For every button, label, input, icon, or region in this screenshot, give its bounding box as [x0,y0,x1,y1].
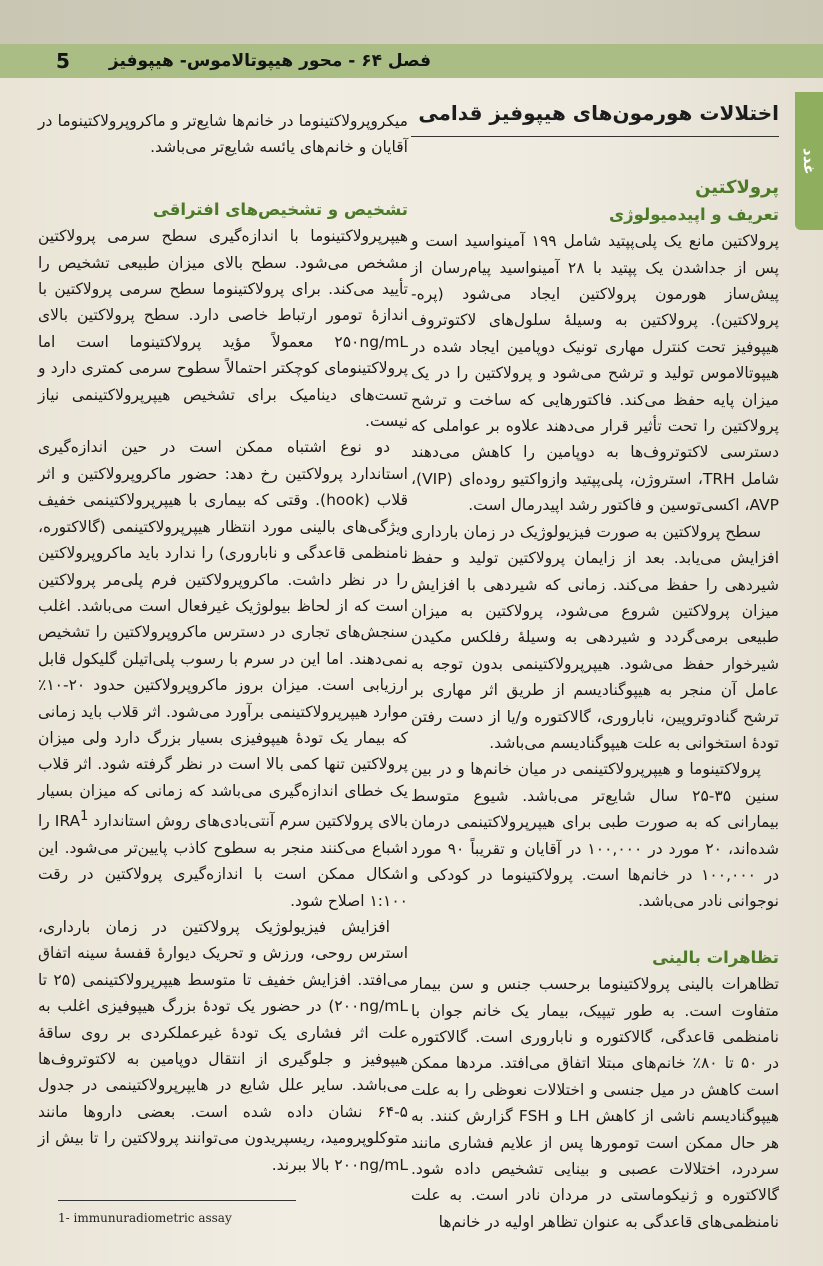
diagnosis-paragraph-2-a: دو نوع اشتباه ممکن است در حین اندازه‌گیری استاندارد پرولاکتین رخ دهد: حضور ماکروپرولاکتین و اثر قلاب (hook). وقتی که بیماری با هیپرپرولاکتینمی خفیف ویژگی‌های بالینی مورد انتظار هیپرپرولاکتینمی (گالاکتوره، نامنظمی قاعدگی و ناباروری) را ندارد باید ماکروپرولاکتین را در نظر داشت. ماکروپرولاکتین فرم پلی‌مر پرولاکتین است که از لحاظ بیولوژیک غیرفعال است می‌باشد. اغلب سنجش‌های تجاری در دسترس ماکروپرولاکتین را تشخیص نمی‌دهند. اما این در سرم با رسوب پلی‌اتیلن گلیکول قابل ارزیابی است. میزان بروز ماکروپرولاکتین حدود ۲۰-۱۰٪ موارد هیپرپرولاکتینمی برآورد می‌شود. اثر قلاب باید زمانی که بیمار یک تودهٔ هیپوفیزی بسیار بزرگ دارد ولی میزان پرولاکتین تنها کمی بالا است در نظر گرفته شود. اثر قلاب یک خطای اندازه‌گیری می‌باشد که زمانی که میزان بسیار بالای پرولاکتین سرم آنتی‌بادی‌های روش استاندارد IRA [38,438,409,831]
epidemiology-paragraph-2: سطح پرولاکتین به صورت فیزیولوژیک در زمان بارداری افزایش می‌یابد. بعد از زایمان پرولاکتین تولید و حفظ شیردهی را حفظ می‌کند. زمانی که شیردهی با افزایش میزان پرولاکتین شروع می‌شود، پرولاکتین به میزان طبیعی برمی‌گردد و شیردهی به وسیلهٔ رفلکس مکیدن شیرخوار حفظ می‌شود. هیپرپرولاکتینمی بدون توجه به عامل آن منجر به هیپوگنادیسم از طریق اثر مهاری بر ترشح گنادوتروپین، ناباروری، گالاکتوره و/یا از دست رفتن تودهٔ استخوانی به علت هیپوگنادیسم می‌باشد. [411,522,779,752]
page-top-margin [0,0,823,44]
diagnosis-heading: تشخیص و تشخیص‌های افتراقی [152,199,408,219]
footnote-marker: 1 [80,809,89,825]
right-column [411,100,779,1235]
epidemiology-heading: تعریف و اپیدمیولوژی [609,204,779,224]
page-number: 5 [56,49,70,73]
left-intro-paragraph: میکروپرولاکتینوما در خانم‌ها شایع‌تر و ماکروپرولاکتینوما در آقایان و خانم‌های یائسه شایع‌تر می‌باشد. [38,112,408,157]
diagnosis-paragraph-2 [38,434,408,913]
clinical-paragraph: تظاهرات بالینی پرولاکتینوما برحسب جنس و سن بیمار متفاوت است. به طور تیپیک، بیمار یک خانم جوان با نامنظمی قاعدگی، گالاکتوره و ناباروری است. گالاکتوره در ۵۰ تا ۸۰٪ خانم‌های مبتلا اتفاق می‌افتد. مردها ممکن است کاهش در میل جنسی و اختلالات نعوظی را به علت هیپوگنادیسم ناشی از کاهش LH و FSH گزارش کنند. به هر حال ممکن است تومورها پس از علایم فشاری مانند سردرد، اختلالات عصبی و بینایی تشخیص داده شود. گالاکتوره و ژنیکوماستی در مردان نادر است. به علت نامنظمی‌های قاعدگی به عنوان تظاهر اولیه در خانم‌ها [411,975,779,1231]
footnote: 1- immunuradiometric assay [58,1211,232,1225]
diagnosis-paragraph-2-b: را اشباع می‌کنند منجر به سطوح کاذب پایین‌تر می‌شود. این اشکال ممکن است با اندازه‌گیری پرولاکتین در رقت ۱:۱۰۰ اصلاح شود. [38,812,408,910]
chapter-heading: اختلالات هورمون‌های هیپوفیز قدامی [411,100,779,137]
diagnosis-paragraph-3: افزایش فیزیولوژیک پرولاکتین در زمان بارداری، استرس روحی، ورزش و تحریک دیوارهٔ قفسهٔ سینه اتفاق می‌افتد. افزایش خفیف تا متوسط هیپرپرولاکتینمی (۲۵ تا ۲۰۰ng/mL) در حضور یک تودهٔ بزرگ هیپوفیزی اغلب به علت اثر فشاری یک تودهٔ غیرعملکردی بر روی ساقهٔ هیپوفیز و جلوگیری از انتقال دوپامین به لاکتوتروف‌ها می‌باشد. سایر علل شایع در هایپرپرولاکتینمی در جدول ۵-۶۴ نشان داده شده است. بعضی داروها مانند متوکلوپرومید، ریسپریدون می‌توانند پرولاکتین را تا بیش از ۲۰۰ng/mL بالا ببرند. [38,917,409,1174]
left-column [38,108,408,1178]
section-tab-label: غدد [800,147,818,175]
section-tab [795,92,823,230]
epidemiology-paragraph-1: پرولاکتین مانع یک پلی‌پپتید شامل ۱۹۹ آمینواسید است و پس از جداشدن یک پپتید با ۲۸ آمینواسید پیام‌رسان از پیش‌ساز هورمون پرولاکتین ایجاد می‌شود (پره- پرولاکتین). پرولاکتین به وسیلهٔ سلول‌های لاکتوتروف هیپوفیز تحت کنترل مهاری تونیک دوپامین ایجاد شده در هیپوتالاموس تولید و ترشح می‌شود و پرولاکتین را در یک میزان پایه حفظ می‌کند. فاکتورهایی که ساخت و ترشح پرولاکتین را تحت تأثیر قرار می‌دهند علاوه بر عواملی که دسترسی لاکتوتروف‌ها به دوپامین را کاهش می‌دهند شامل TRH، استروژن، پلی‌پپتید وازواکتیو روده‌ای (VIP)، AVP، اکسی‌توسین و فاکتور رشد اپیدرمال است. [411,232,779,515]
diagnosis-paragraph-1: هیپرپرولاکتینوما با اندازه‌گیری سطح سرمی پرولاکتین مشخص می‌شود. سطح بالای میزان طبیعی تشخیص را تأیید می‌کند. برای پرولاکتینوما سطح سرمی پرولاکتین با اندازهٔ تومور ارتباط خاصی دارد. سطح پرولاکتین بالای ۲۵۰ng/mL معمولاً مؤید پرولاکتینوما است اما پرولاکتینومای کوچکتر احتمالاً سطوح سرمی کمتری دارد و تست‌های دینامیک برای تشخیص هیپرپرولاکتینمی نیاز نیست. [38,227,408,431]
clinical-heading: تظاهرات بالینی [652,947,779,967]
chapter-header-title: فصل ۶۴ - محور هیپوتالاموس- هیپوفیز [108,51,431,71]
chapter-header-bar [0,44,823,78]
epidemiology-paragraph-3: پرولاکتینوما و هیپرپرولاکتینمی در میان خانم‌ها و در بین سنین ۳۵-۲۵ سال شایع‌تر می‌باشد. شیوع متوسط بیمارانی که به صورت طبی برای هیپرپرولاکتینمی درمان شده‌اند، ۲۰ مورد در ۱۰۰,۰۰۰ در آقایان و تقریباً ۹۰ مورد در ۱۰۰,۰۰۰ در خانم‌ها است. پرولاکتینوما در کودکی و نوجوانی نادر می‌باشد. [411,760,780,911]
prolactin-heading: پرولاکتین [695,177,779,199]
footnote-divider [58,1200,296,1201]
